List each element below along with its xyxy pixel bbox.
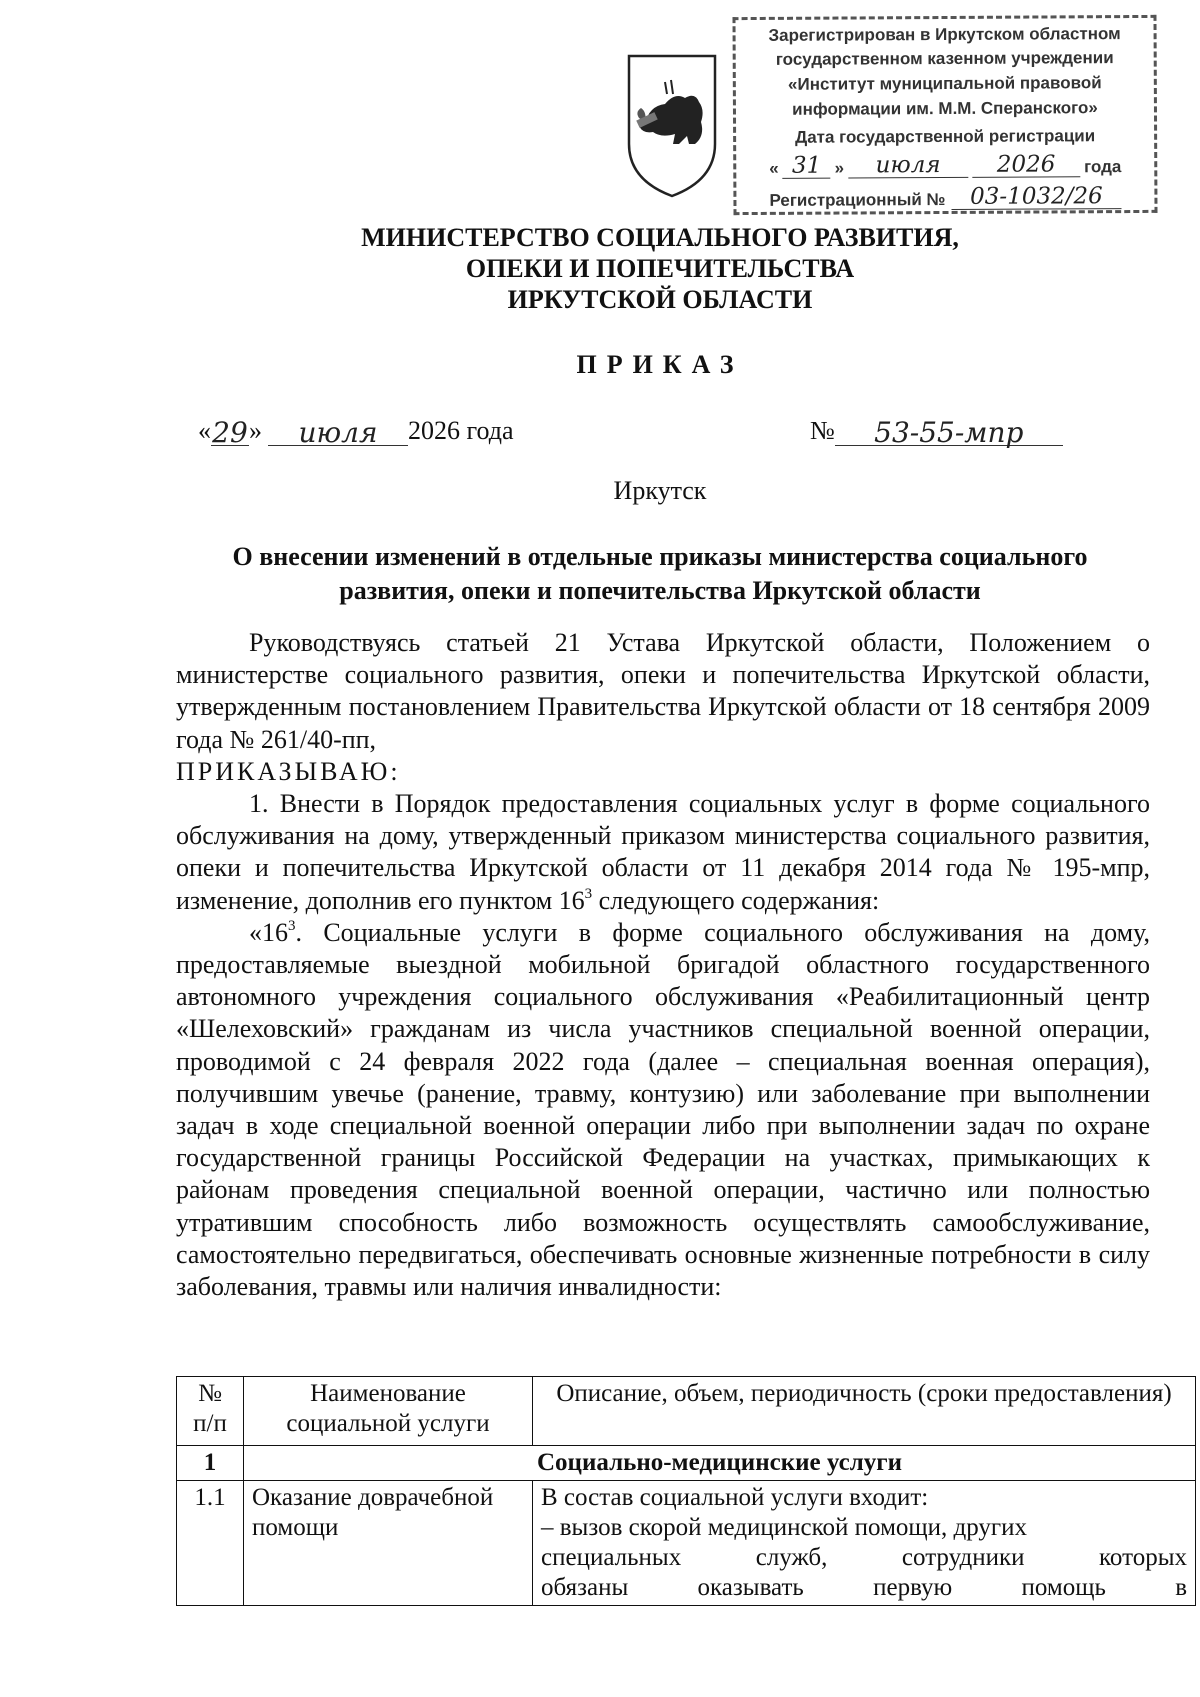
stamp-line-4: информации им. М.М. Сперанского» bbox=[792, 98, 1098, 119]
order-number bbox=[810, 416, 1063, 449]
stamp-year-suffix: года bbox=[1084, 157, 1122, 177]
title-line-1: О внесении изменений в отдельные приказы министерства социального bbox=[232, 542, 1088, 571]
table-row bbox=[177, 1481, 1196, 1606]
order-date bbox=[198, 416, 514, 449]
date-day: 29 bbox=[212, 416, 248, 449]
stamp-month: июля bbox=[848, 153, 968, 179]
registration-stamp bbox=[732, 15, 1157, 215]
city-name: Иркутск bbox=[613, 476, 707, 505]
stamp-line-1: Зарегистрирован в Иркутском областном bbox=[768, 24, 1121, 45]
section-number: 1 bbox=[177, 1446, 244, 1481]
ministry-line-1: МИНИСТЕРСТВО СОЦИАЛЬНОГО РАЗВИТИЯ, bbox=[361, 223, 959, 252]
row-desc-line-3: специальных служб, сотрудники которых bbox=[541, 1544, 1187, 1571]
quote-open: «16 bbox=[249, 917, 288, 947]
date-month: июля bbox=[268, 421, 408, 446]
row-description bbox=[533, 1481, 1196, 1606]
preamble-paragraph: Руководствуясь статьей 21 Устава Иркутской области, Положением о министерстве социального развития, опеки и попечительства Иркутской области, утвержденным постановлением Правительства Иркутской области от 18 сентября 2009 года № 261/40-пп, bbox=[176, 628, 1150, 754]
row-service-name: Оказание доврачебной помощи bbox=[244, 1481, 533, 1606]
stamp-line-2: государственном казенном учреждении bbox=[775, 48, 1114, 69]
table-section-row bbox=[177, 1446, 1196, 1481]
ministry-line-3: ИРКУТСКОЙ ОБЛАСТИ bbox=[507, 285, 813, 314]
stamp-date-line bbox=[744, 152, 1146, 179]
date-close-quote: » bbox=[249, 416, 262, 445]
item-1-superscript: 3 bbox=[584, 885, 593, 902]
document-title bbox=[180, 540, 1140, 608]
stamp-day-open: « bbox=[769, 158, 779, 178]
item-1-main: 1. Внести в Порядок предоставления социальных услуг в форме социального обслуживания на дому, утвержденный приказом министерства социального развития, опеки и попечительства Иркутской области от 11 декабря 2014 года № 195-мпр, изменение, дополнив его пунктом 16 bbox=[176, 789, 1150, 915]
order-word: ПРИКАЗЫВАЮ: bbox=[176, 756, 401, 786]
quoted-paragraph bbox=[176, 917, 1150, 1303]
quote-superscript: 3 bbox=[288, 917, 296, 934]
title-line-2: развития, опеки и попечительства Иркутской области bbox=[339, 576, 981, 605]
stamp-day: 31 bbox=[783, 154, 831, 179]
document-type: ПРИКАЗ bbox=[576, 350, 744, 379]
stamp-day-close: » bbox=[834, 158, 845, 178]
item-1-paragraph bbox=[176, 788, 1150, 917]
date-open-quote: « bbox=[198, 416, 211, 445]
number-value: 53-55-мпр bbox=[835, 421, 1063, 446]
header-description: Описание, объем, периодичность (сроки предоставления) bbox=[533, 1377, 1196, 1446]
date-year: 2026 года bbox=[408, 416, 514, 445]
section-title: Социально-медицинские услуги bbox=[244, 1446, 1196, 1481]
header-number: № п/п bbox=[177, 1377, 244, 1446]
stamp-line-3: «Институт муниципальной правовой bbox=[787, 73, 1102, 94]
ministry-name bbox=[200, 222, 1120, 315]
coat-of-arms-emblem bbox=[625, 52, 719, 200]
row-desc-line-4: обязаны оказывать первую помощь в bbox=[541, 1574, 1187, 1601]
row-desc-line-2: – вызов скорой медицинской помощи, других bbox=[541, 1514, 1028, 1541]
item-1-tail: следующего содержания: bbox=[592, 885, 880, 915]
ministry-line-2: ОПЕКИ И ПОПЕЧИТЕЛЬСТВА bbox=[465, 254, 855, 283]
services-table bbox=[176, 1376, 1196, 1606]
stamp-year: 2026 bbox=[972, 152, 1080, 178]
stamp-reg-line bbox=[744, 184, 1146, 211]
header-service-name: Наименование социальной услуги bbox=[244, 1377, 533, 1446]
stamp-line-5: Дата государственной регистрации bbox=[795, 126, 1096, 147]
table-header-row bbox=[177, 1377, 1196, 1446]
document-body bbox=[176, 627, 1150, 1303]
row-number: 1.1 bbox=[177, 1481, 244, 1606]
number-label: № bbox=[810, 416, 835, 445]
row-desc-line-1: В состав социальной услуги входит: bbox=[541, 1484, 929, 1511]
quote-text: . Социальные услуги в форме социального обслуживания на дому, предоставляемые выездной мобильной бригадой областного государственного автономного учреждения социального обслуживания «Реабилитационный центр «Шелеховский» гражданам из числа участников специальной военной операции, проводимой с 24 февраля 2022 года (далее – специальная военная операция), получившим увечье (ранение, травму, контузию) или заболевание при выполнении задач в ходе специальной военной операции либо при выполнении задач по охране государственной границы Российской Федерации на участках, примыкающих к районам проведения специальной военной операции, частично или полностью утратившим способность либо возможность осуществлять самообслуживание, самостоятельно передвигаться, обеспечивать основные жизненные потребности в силу заболевания, травмы или наличия инвалидности: bbox=[176, 917, 1150, 1302]
stamp-reg-number: 03-1032/26 bbox=[951, 184, 1121, 210]
stamp-reg-label: Регистрационный № bbox=[769, 189, 946, 210]
